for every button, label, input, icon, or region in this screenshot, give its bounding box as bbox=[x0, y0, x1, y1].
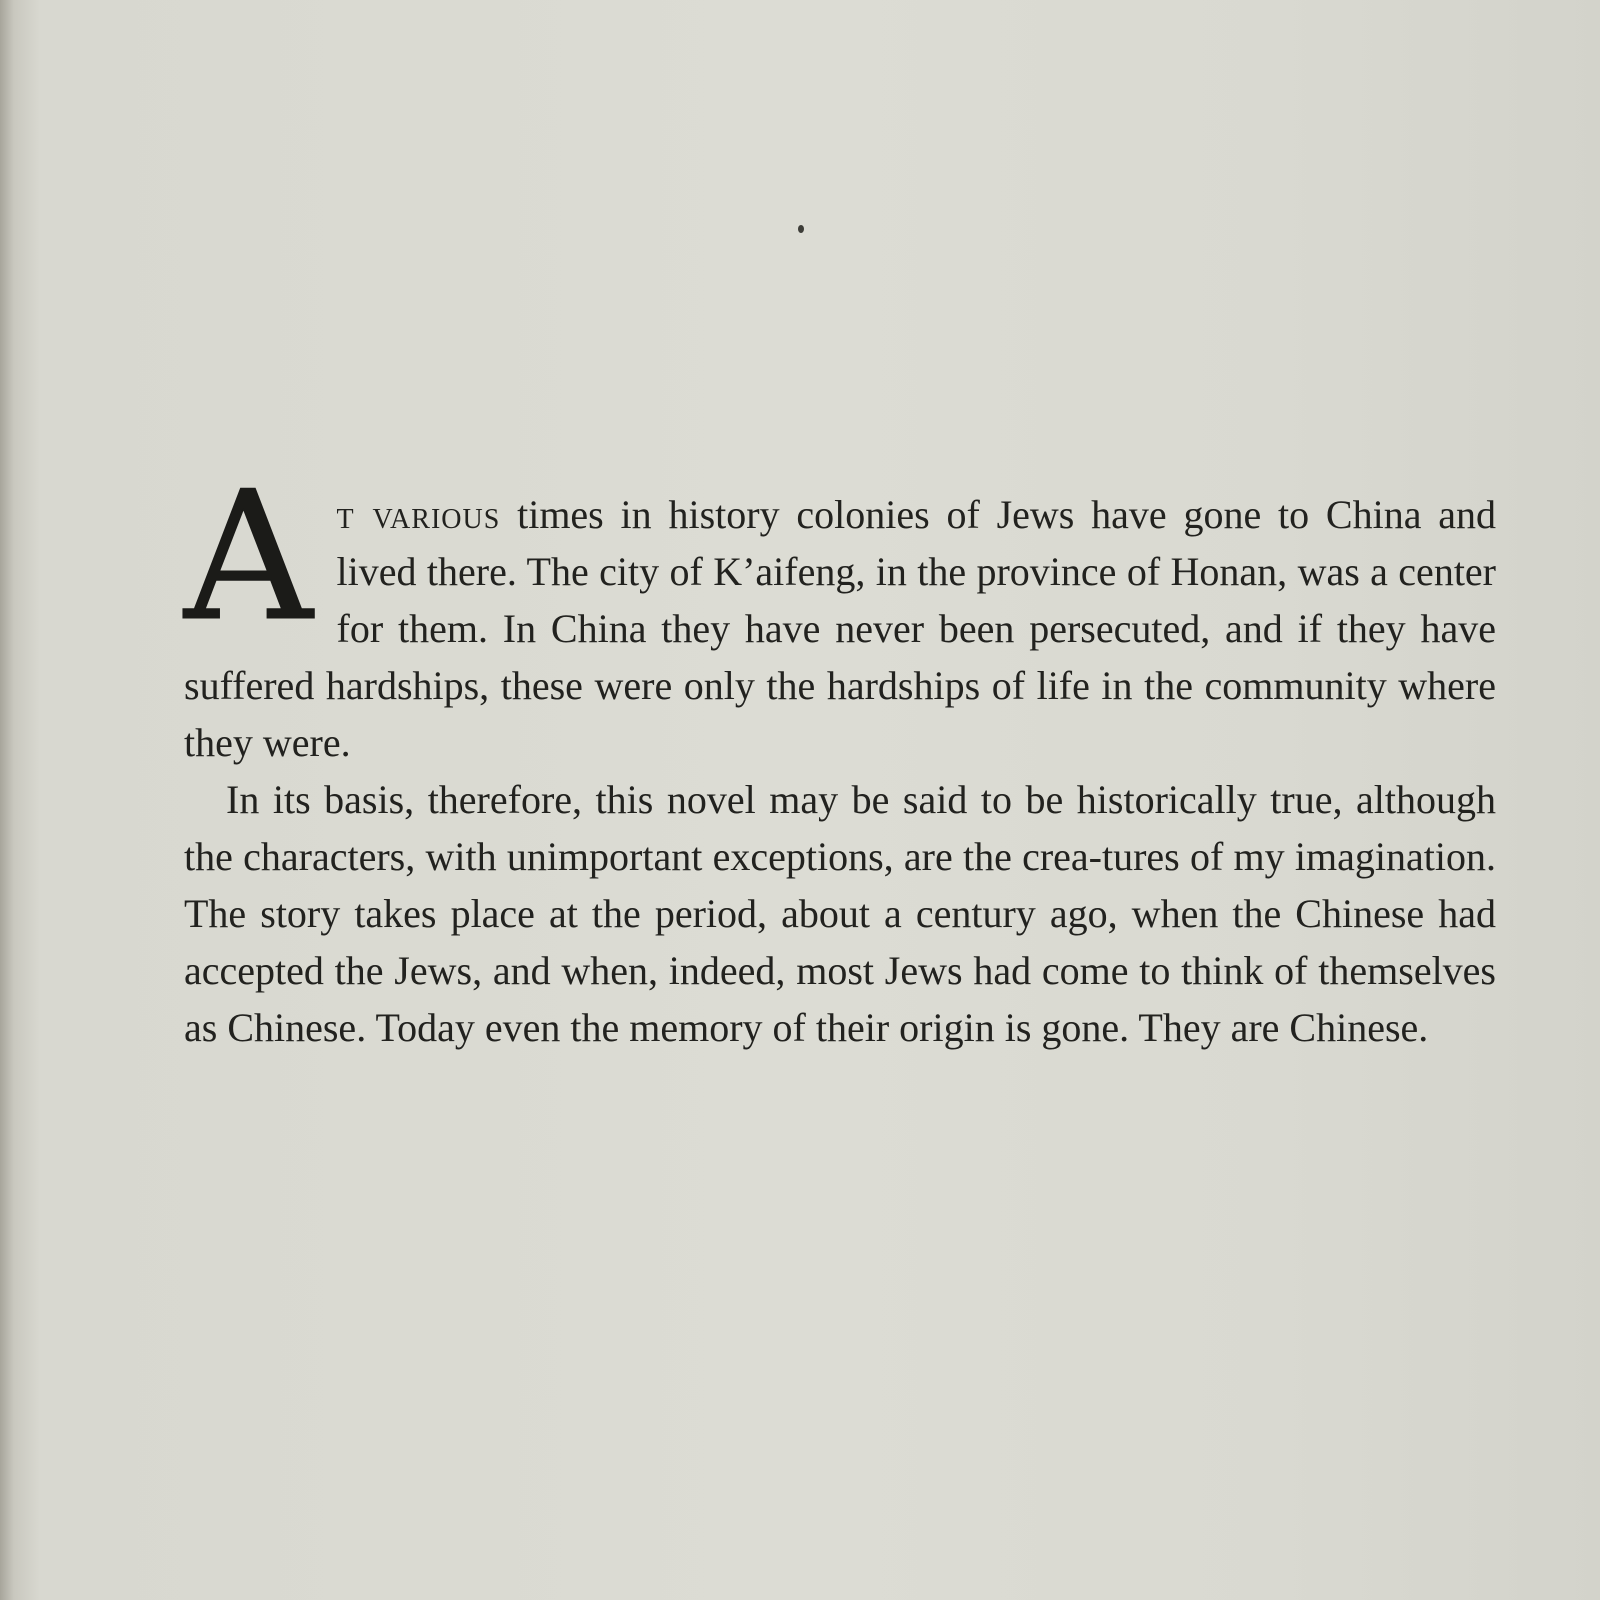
small-caps-lead-in: t various bbox=[336, 492, 501, 537]
ink-speck bbox=[798, 225, 804, 233]
preface-text bbox=[184, 453, 1496, 1056]
drop-cap-letter: A bbox=[184, 453, 313, 660]
paragraph-1-text: times in history colonies of Jews have gone to China and lived there. The city of K’aifeng, in the province of Honan, was a center for them. In China they have never been persecuted, and if they have suffered hardships, these were only the hardships of life in the community where they were. bbox=[184, 492, 1496, 765]
paragraph-1 bbox=[184, 453, 1496, 771]
paragraph-2: In its basis, therefore, this novel may be said to be historically true, although the characters, with unimportant exceptions, are the crea-tures of my imagination. The story takes place at the period, about a century ago, when the Chinese had accepted the Jews, and when, indeed, most Jews had come to think of themselves as Chinese. Today even the memory of their origin is gone. They are Chinese. bbox=[184, 777, 1496, 1050]
